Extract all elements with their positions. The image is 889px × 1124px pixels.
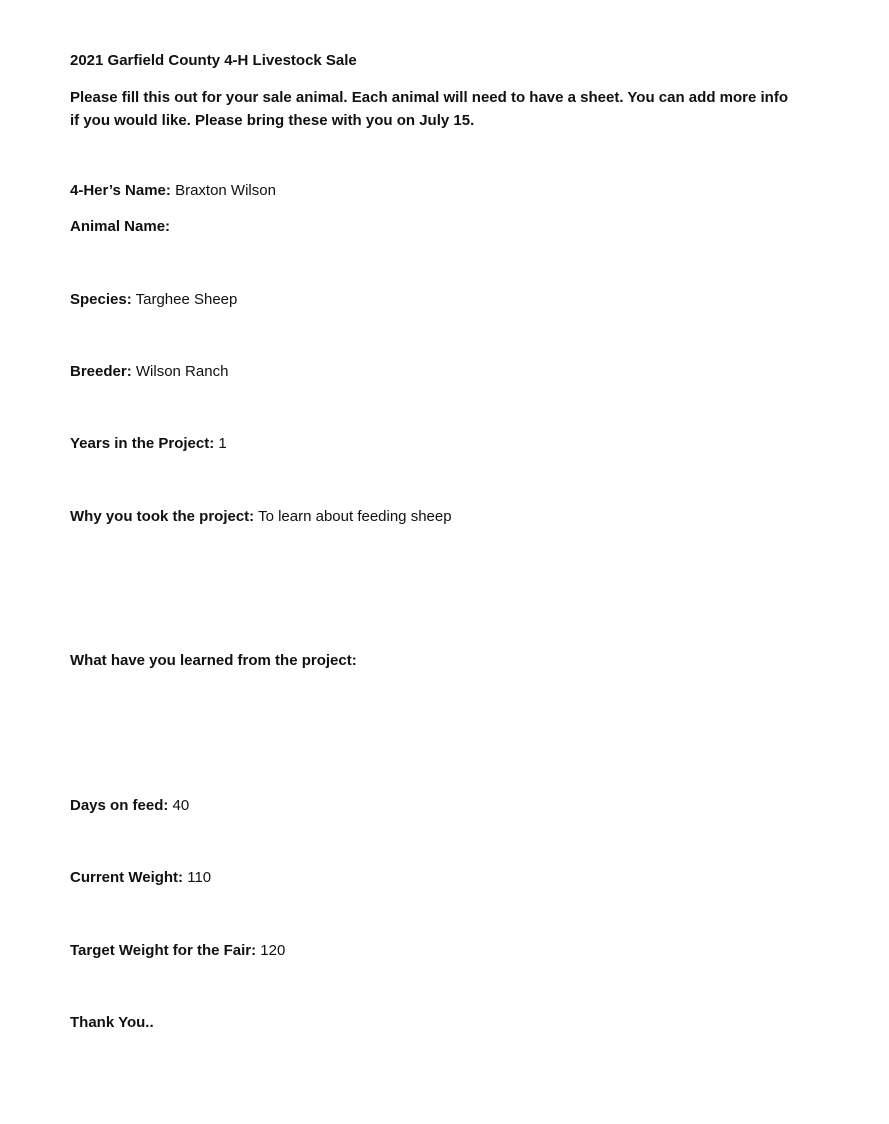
field-days-on-feed (70, 796, 189, 816)
field-value: 110 (187, 869, 212, 886)
field-value: 1 (218, 435, 227, 452)
field-label: Breeder: (70, 363, 132, 380)
field-value: Wilson Ranch (135, 363, 229, 380)
field-label: Current Weight: (70, 869, 184, 886)
field-label: Years in the Project: (70, 435, 215, 452)
field-breeder (70, 362, 228, 382)
field-label: Animal Name: (70, 218, 171, 235)
field-target-weight (70, 941, 285, 961)
field-what-learned (70, 651, 357, 671)
field-label: What have you learned from the project: (70, 652, 357, 669)
document-title: 2021 Garfield County 4-H Livestock Sale (70, 52, 357, 69)
field-current-weight (70, 868, 211, 888)
field-value: Targhee Sheep (135, 291, 238, 308)
field-value: 120 (260, 942, 286, 959)
field-label: Species: (70, 291, 132, 308)
field-species (70, 290, 237, 310)
closing-text: Thank You.. (70, 1014, 154, 1031)
field-4her-name (70, 181, 276, 201)
instructions (70, 86, 830, 132)
instructions-line-1: Please fill this out for your sale animal. Each animal will need to have a sheet. You can add more info (70, 89, 788, 106)
field-label: Why you took the project: (70, 508, 255, 525)
instructions-line-2: if you would like. Please bring these with you on July 15. (70, 112, 475, 129)
field-years-in-project (70, 434, 227, 454)
field-label: Days on feed: (70, 797, 169, 814)
field-value: Braxton Wilson (175, 182, 276, 199)
field-why-took-project (70, 507, 452, 527)
field-label: 4-Her’s Name: (70, 182, 171, 199)
field-value: To learn about feeding sheep (258, 508, 452, 525)
field-value: 40 (172, 797, 190, 814)
field-label: Target Weight for the Fair: (70, 942, 257, 959)
field-animal-name (70, 217, 170, 237)
